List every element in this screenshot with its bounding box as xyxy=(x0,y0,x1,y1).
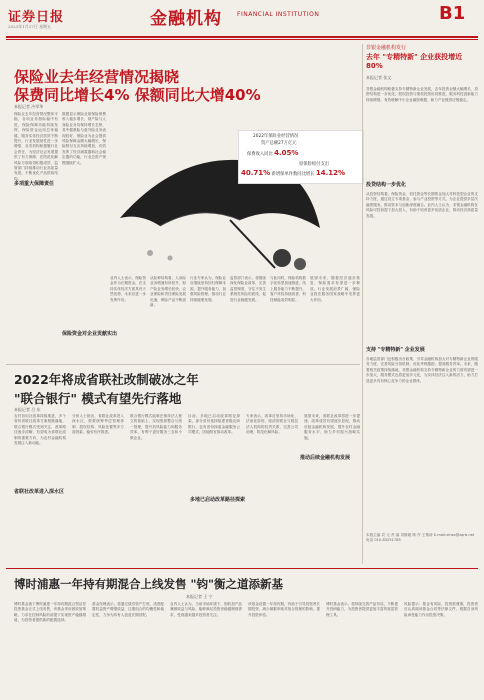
third-body-col-6: 风险提示：基金有风险，投资需谨慎，投资者应认真阅读基金合同等法律文件，根据自身风险承受能力作出投资决策。 xyxy=(404,602,478,617)
right-byline: 本报记者 张文 xyxy=(366,75,392,80)
second-body-col-2: 分析人士指出，省联社改革进入深水区，需要统筹考虑管理体制、股权结构、风险处置等多方面因素，稳妥有序推进。 xyxy=(72,414,124,435)
section-divider-2 xyxy=(6,568,478,569)
second-body-col-3: 联合银行模式能够在保持法人独立的基础上，实现资源整合与统一管理，提升抗风险能力和服务效率，有利于更好服务三农和小微企业。 xyxy=(130,414,182,440)
third-body-col-1: 博时基金旗下博时浦惠一年持有期混合型证券投资基金正式上线发售，该基金采用固收加策略，力求在控制风险的前提下实现资产稳健增值，为投资者提供新的配置选择。 xyxy=(14,602,86,623)
lead-body-col-4: 从险种结构看，人身险业务增速有所回升，财产险业务增长较快，农业保险和责任保险发展迅速，保险产品不断创新。 xyxy=(150,276,186,308)
column-divider xyxy=(362,44,363,564)
second-headline-1: 2022年将成省联社改制破冰之年 xyxy=(14,372,199,387)
right-body-2: 从投资结构看，保险资金、信托资金等长期资金加大对科技型企业的支持力度，通过设立专项基金、参与产业投资等方式，为企业提供多层次融资服务，推动资本与创新深度融合。业内人士认为，非银金融机构在风险可控前提下加大投入，有助于培育更多优质企业，推动经济高质量发展。 xyxy=(366,192,478,218)
second-subhead-1: 省联社改革进入深水区 xyxy=(14,489,65,495)
info-line-5: 新增保单件数同比增长 xyxy=(271,172,315,177)
section-title: 金融机构 xyxy=(150,9,222,29)
header-rule-thin xyxy=(6,39,478,40)
second-body-col-1: 农村信用社改革持续推进，多个省份省联社改革方案相继落地，联合银行模式受到关注，改革路径逐步清晰，有望成为省联社改制的重要方向，为农村金融机构发展注入新动能。 xyxy=(14,414,66,446)
right-subhead-2: 支持 "专精特新" 企业发展 xyxy=(366,347,425,353)
lead-body-col-2: 数据显示保险业原保险保费收入稳步增长，财产险与人身险业务均保持增长态势，其中健康险与意外险业务表现较好，保险业为社会提供风险保障金额大幅增长，保险赔付支出持续增加，有效发挥了经济减震器和社会稳定器的功能，行业总资产规模继续扩大。 xyxy=(62,112,106,165)
second-body-col-6: 展望未来，省联社改革将进一步提速，改革成效有望逐步显现，推动后续金融机构发展，提升农村金融服务水平，助力乡村振兴战略实施。 xyxy=(304,414,360,440)
info-line-3: 保费收入同比 xyxy=(247,152,273,157)
lead-body-col-3b: 业内人士表示，保险资金作为长期资金，在支持实体经济方面具有天然优势，未来应进一步发挥作用。 xyxy=(110,276,146,302)
page-number: B1 xyxy=(439,3,466,24)
info-line-1: 2022年保险业经营情况 xyxy=(253,134,299,139)
info-line-2: 资产总额27万亿元 xyxy=(261,141,297,146)
right-article xyxy=(366,44,478,537)
premium-growth-pct: 4.05% xyxy=(274,149,299,157)
third-body-col-2: 基金经理表示，将通过债券资产打底，适度配置权益资产增强收益，注重组合的均衡性和稳定性，力争为持有人创造长期回报。 xyxy=(92,602,164,617)
second-body-col-5: 专家表示，改革应坚持市场化、法治化原则，厘清省联社与基层法人机构的权责关系，完善公司治理，防范化解风险。 xyxy=(246,414,298,435)
lead-subhead-2: 保险资金对企业贡献实出 xyxy=(62,331,118,337)
right-body-3: 各地监管部门也积极出台政策，引导金融机构加大对专精特新企业的服务力度，完善风险分担机制，优化考核激励，提高服务效率。未来，随着相关政策持续落地，非银金融机构支持专精特新企业的力度有望进一步加大，服务模式也将更加多元化，为实体经济注入新的活力，助力打造更多具有核心竞争力的企业群体。 xyxy=(366,357,478,383)
second-body-col-4: 目前，多地已启动改革路径探索，部分省份选择组建省级农商银行，也有省份探索金融服务公司模式，因地制宜推动改革。 xyxy=(188,414,240,435)
lead-body-col-7: 与此同时，保险机构数字化转型加速推进，线上服务能力不断提升，客户体验持续改善，科技赋能成效明显。 xyxy=(270,276,306,302)
section-divider-1 xyxy=(6,364,360,365)
right-kicker: 非银金融机构发行 xyxy=(366,45,407,51)
second-subhead-2: 多地已启动改革路径探索 xyxy=(190,497,246,503)
coverage-growth-pct: 40.71% xyxy=(241,169,271,177)
header-rule xyxy=(6,36,478,38)
lead-subhead-1: 多项重大保障责任 xyxy=(14,181,55,187)
payout-growth-pct: 14.12% xyxy=(315,169,346,177)
third-byline: 本报记者 王 宁 xyxy=(186,594,213,599)
right-headline: 去年 "专精特新" 企业获投增近80% xyxy=(366,53,463,70)
editor-footer: 本版主编 袁 元 责 编 刘斯媛 制 作 王敬涛 E-mail:zmzx@zqrb.net 电话 010-83251785 xyxy=(366,533,475,542)
right-subhead-1: 投贷结构一步优化 xyxy=(366,182,407,188)
right-body-1: 非银金融机构积极支持专精特新企业发展，去年投资金额大幅增长，投资结构进一步优化，股权投资与债权投资协同推进，服务科技创新能力持续增强，有效缓解中小企业融资难题，助力产业链供应链稳定。 xyxy=(366,87,478,102)
lead-body-col-1: 保险业去年经营情况整体平稳，各项业务指标稳中有进，保险保障功能持续发挥，保险资金运用总体稳健，服务实体经济质效不断提升，行业发展韧性进一步增强，各类机构积极履行社会责任，为经济社会发展提供了有力保障，在防范化解风险方面取得积极成效，监管部门持续推动行业高质量发展，不断优化产品供给结构。 xyxy=(14,112,58,181)
third-body-col-3: 业内人士认为，当前市场环境下，固收加产品兼顾收益与风险，能够满足投资者稳健理财需求，受到越来越多投资者关注。 xyxy=(170,602,242,617)
lead-byline: 本报记者 冷翠华 xyxy=(14,104,44,109)
info-line-4: 原保险赔付支出 xyxy=(299,162,330,167)
third-body-col-4: 该基金设置一年持有期，有助于引导投资者长期投资，减少频繁申赎对组合管理的影响，提升投资体验。 xyxy=(248,602,320,617)
second-subhead-3: 推动后续金融机构发展 xyxy=(300,455,351,461)
lead-headline-1: 保险业去年经营情况揭晓 xyxy=(14,68,180,86)
section-subtitle: FINANCIAL INSTITUTION xyxy=(237,11,320,18)
lead-body-col-6: 监管部门表示，将继续深化保险业改革，完善监管制度，守住不发生系统性风险的底线，促进行业稳健发展。 xyxy=(230,276,266,302)
lead-body-col-5: 行业专家认为，保险业应继续坚持回归保障本源，提升服务能力，加强风险管理，推动行业持续健康发展。 xyxy=(190,276,226,302)
lead-body-col-8: 展望未来，随着经济逐步恢复，保险需求有望进一步释放，行业发展前景广阔，保险业将在服务国家战略中发挥更大作用。 xyxy=(310,276,360,302)
stats-infobox xyxy=(238,130,364,184)
newspaper-logo: 证券日报 xyxy=(8,10,65,25)
second-byline: 本报记者 吕 东 xyxy=(14,407,41,412)
issue-date: 2023年1月27日 星期五 xyxy=(8,24,52,29)
third-headline: 博时浦惠一年持有期混合上线发售 "钧"衡之道添新基 xyxy=(14,577,283,591)
third-body-col-5: 博时基金表示，将持续完善产品布局，不断提升投研能力，为投资者提供更加丰富的财富管理工具。 xyxy=(326,602,398,617)
lead-headline-2: 保费同比增长4% 保额同比大增40% xyxy=(14,86,261,104)
second-headline-2: "联合银行" 模式有望先行落地 xyxy=(14,391,182,406)
